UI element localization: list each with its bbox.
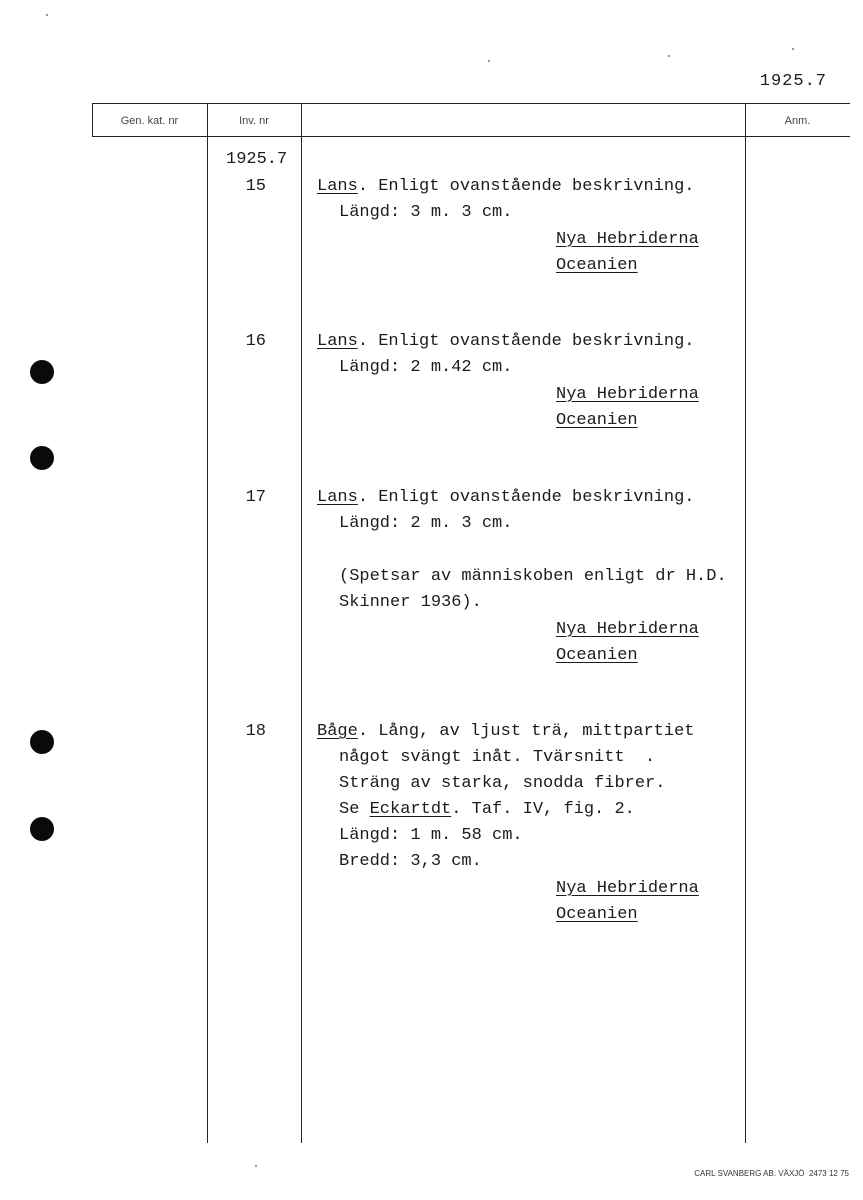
entry-18-title: Båge <box>317 722 358 741</box>
header-anm: Anm. <box>784 115 811 127</box>
entry-15-length: Längd: 3 m. 3 cm. <box>339 203 513 222</box>
inv-number-15: 15 <box>245 177 266 196</box>
series-number: 1925.7 <box>226 150 288 169</box>
entry-17-title-line: Lans. Enligt ovanstående beskrivning. <box>317 488 695 507</box>
entry-18-length: Längd: 1 m. 58 cm. <box>339 826 523 845</box>
entry-16-location-region: Nya Hebriderna <box>556 385 699 404</box>
column-divider-anm <box>745 103 746 1143</box>
punch-hole-2 <box>30 446 54 470</box>
entry-16-length: Längd: 2 m.42 cm. <box>339 358 513 377</box>
table-top-border <box>92 103 850 104</box>
entry-16-title: Lans <box>317 332 358 351</box>
entry-16-title-line: Lans. Enligt ovanstående beskrivning. <box>317 332 695 351</box>
punch-hole-3 <box>30 730 54 754</box>
entry-18-line-3: Sträng av starka, snodda fibrer. <box>339 774 666 793</box>
punch-hole-1 <box>30 360 54 384</box>
column-divider-gen <box>207 103 208 1143</box>
entry-17-location-region: Nya Hebriderna <box>556 620 699 639</box>
entry-18-reference-name: Eckartdt <box>369 800 452 819</box>
column-divider-inv <box>301 103 302 1143</box>
inv-number-16: 16 <box>245 332 266 351</box>
entry-15-location-continent: Oceanien <box>556 256 638 275</box>
entry-15-title-line: Lans. Enligt ovanstående beskrivning. <box>317 177 695 196</box>
inv-number-17: 17 <box>245 488 266 507</box>
entry-17-title: Lans <box>317 488 358 507</box>
entry-18-location-continent: Oceanien <box>556 905 638 924</box>
scan-speck <box>792 48 794 50</box>
entry-17-location-continent: Oceanien <box>556 646 638 665</box>
entry-17-note-line-1: (Spetsar av människoben enligt dr H.D. <box>339 567 727 586</box>
entry-15-location-region: Nya Hebriderna <box>556 230 699 249</box>
header-bottom-border <box>92 136 850 137</box>
entry-15-title: Lans <box>317 177 358 196</box>
page-number: 1925.7 <box>759 72 827 91</box>
header-inv-nr: Inv. nr <box>239 115 269 127</box>
scan-speck <box>488 60 490 62</box>
entry-17-note-line-2: Skinner 1936). <box>339 593 482 612</box>
inv-number-18: 18 <box>245 722 266 741</box>
entry-18-reference: Se Eckartdt. Taf. IV, fig. 2. <box>339 800 635 819</box>
scan-speck <box>46 14 48 16</box>
entry-18-title-line: Båge. Lång, av ljust trä, mittpartiet <box>317 722 695 741</box>
entry-17-length: Längd: 2 m. 3 cm. <box>339 514 513 533</box>
punch-hole-4 <box>30 817 54 841</box>
entry-18-line-2: något svängt inåt. Tvärsnitt . <box>339 748 656 767</box>
header-gen-kat-nr: Gen. kat. nr <box>120 115 179 127</box>
entry-16-location-continent: Oceanien <box>556 411 638 430</box>
printer-footer: CARL SVANBERG AB. VÄXJÖ 2473 12 75 <box>694 1169 849 1178</box>
entry-18-location-region: Nya Hebriderna <box>556 879 699 898</box>
scan-speck <box>255 1165 257 1167</box>
entry-18-width: Bredd: 3,3 cm. <box>339 852 482 871</box>
scan-speck <box>668 55 670 57</box>
